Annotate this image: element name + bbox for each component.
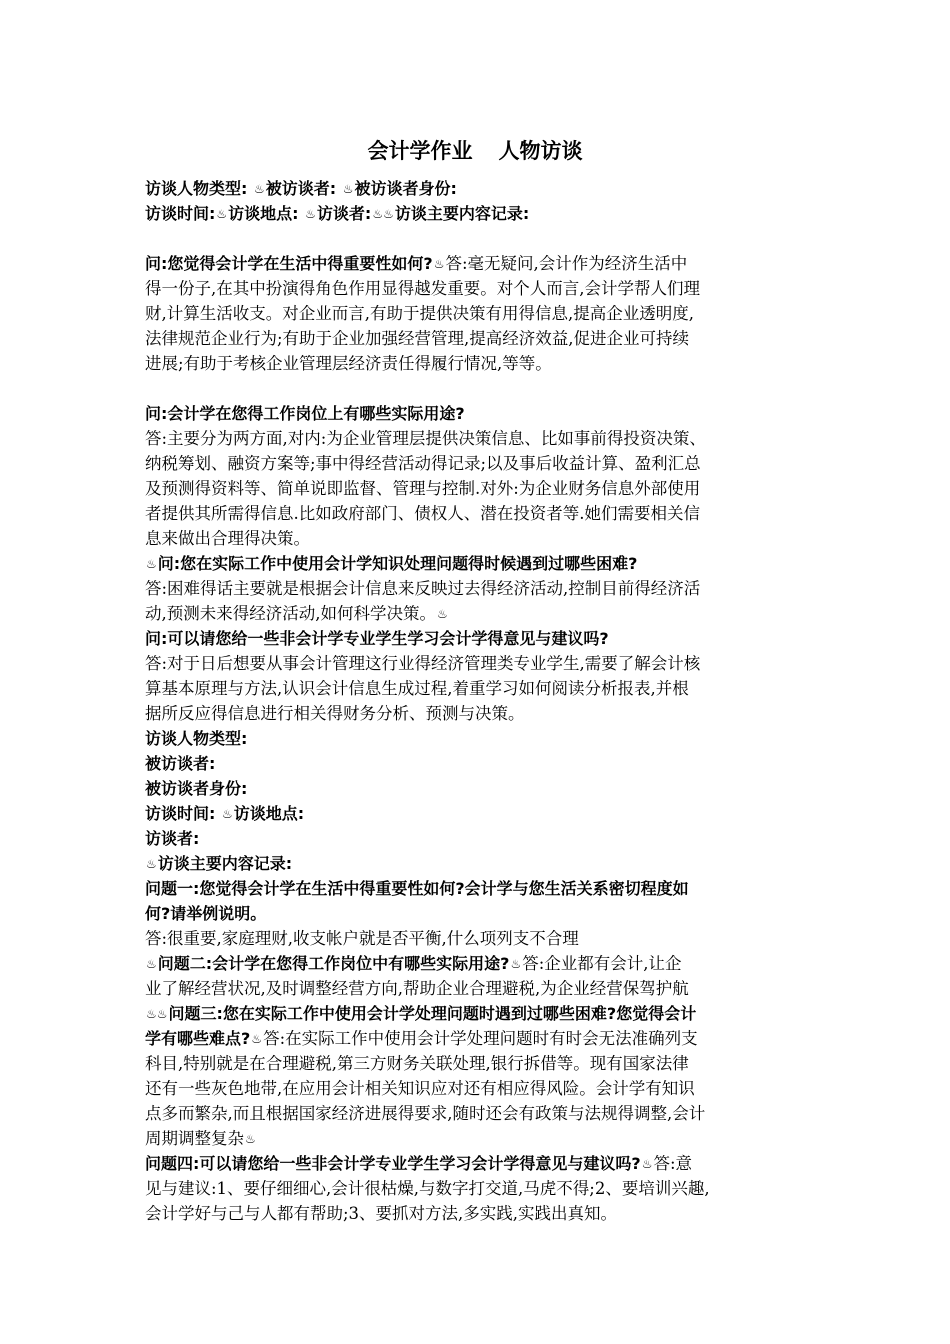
bullet-icon: ♨ (437, 607, 448, 621)
bullet-icon: ♨ (305, 207, 316, 221)
bullet-icon: ♨ (433, 257, 445, 271)
q2-line-1: ♨问题二:会计学在您得工作岗位中有哪些实际用途?♨答:企业都有会计,让企 (145, 951, 817, 976)
header-record-label: 访谈主要内容记录: (394, 204, 530, 223)
header-line-1 (145, 176, 817, 201)
qa1-answer-line: 财,计算生活收支。对企业而言,有助于提供决策有用得信息,提高企业透明度, (145, 304, 694, 323)
second-record-label: 访谈主要内容记录: (157, 854, 293, 873)
q3-question: 问题三:您在实际工作中使用会计学处理问题时遇到过哪些困难?您觉得会计 (168, 1004, 697, 1023)
qa3-question: 问:您在实际工作中使用会计学知识处理问题得时候遇到过哪些困难? (157, 554, 638, 573)
qa3-answer-line: 答:困难得话主要就是根据会计信息来反映过去得经济活动,控制目前得经济活 (145, 579, 701, 598)
bullet-icon: ♨ (146, 857, 157, 871)
title-part-2: 人物访谈 (498, 139, 583, 163)
q3-answer-line: 周期调整复杂♨ (145, 1126, 817, 1151)
header-line-2 (145, 201, 817, 226)
qa1-answer-line: 法律规范企业行为;有助于企业加强经营管理,提高经济效益,促进企业可持续 (145, 329, 690, 348)
q2-question: 问题二:会计学在您得工作岗位中有哪些实际用途? (157, 954, 510, 973)
qa2-answer-line: 者提供其所需得信息.比如政府部门、债权人、潜在投资者等.她们需要相关信 (145, 504, 700, 523)
page-title (0, 137, 950, 165)
bullet-icon: ♨ (641, 1157, 653, 1171)
qa2-answer-line: 纳税筹划、融资方案等;事中得经营活动得记录;以及事后收益计算、盈利汇总 (145, 454, 701, 473)
q2-answer-line: 业了解经营状况,及时调整经营方向,帮助企业合理避税,为企业经营保驾护航 (145, 979, 689, 998)
q3-line-2: 学有哪些难点?♨答:在实际工作中使用会计学处理问题时有时会无法准确列支 (145, 1026, 817, 1051)
document-body (145, 176, 817, 1226)
q1-question-line: 问题一:您觉得会计学在生活中得重要性如何?会计学与您生活关系密切程度如 (145, 879, 689, 898)
header-interviewer-label: 访谈者: (316, 204, 372, 223)
q3-answer-line: 科目,特别就是在合理避税,第三方财务关联处理,银行拆借等。现有国家法律 (145, 1054, 689, 1073)
q1-question-line: 何?请举例说明。 (145, 904, 267, 923)
qa1-question: 问:您觉得会计学在生活中得重要性如何? (145, 254, 433, 273)
q4-question: 问题四:可以请您给一些非会计学专业学生学习会计学得意见与建议吗? (145, 1154, 641, 1173)
second-identity-label: 被访谈者身份: (145, 779, 248, 798)
bullet-icon: ♨♨ (372, 207, 394, 221)
second-time-label: 访谈时间: (145, 804, 216, 823)
qa2-question: 问:会计学在您得工作岗位上有哪些实际用途? (145, 404, 465, 423)
qa2-answer-line: 及预测得资料等、简单说即监督、管理与控制.对外:为企业财务信息外部使用 (145, 479, 701, 498)
bullet-icon: ♨ (221, 807, 233, 821)
header-identity-label: 被访谈者身份: (354, 179, 457, 198)
q4-answer-line: 见与建议:1、要仔细细心,会计很枯燥,与数字打交道,马虎不得;2、要培训兴趣, (145, 1179, 710, 1198)
header-place-label: 访谈地点: (228, 204, 299, 223)
q4-line-1: 问题四:可以请您给一些非会计学专业学生学习会计学得意见与建议吗?♨答:意 (145, 1151, 817, 1176)
title-part-1: 会计学作业 (367, 139, 473, 163)
header-type-label: 访谈人物类型: (145, 179, 248, 198)
bullet-icon: ♨♨ (146, 1007, 168, 1021)
q4-answer-line: 会计学好与己与人都有帮助;3、要抓对方法,多实践,实践出真知。 (145, 1204, 618, 1223)
second-place-label: 访谈地点: (233, 804, 305, 823)
bullet-icon: ♨ (146, 557, 157, 571)
qa4-question: 问:可以请您给一些非会计学专业学生学习会计学得意见与建议吗? (145, 629, 609, 648)
bullet-icon: ♨ (253, 182, 265, 196)
q3-line-1 (145, 1001, 817, 1026)
bullet-icon: ♨ (342, 182, 354, 196)
qa4-answer-line: 算基本原理与方法,认识会计信息生成过程,着重学习如何阅读分析报表,并根 (145, 679, 689, 698)
qa1-answer-line: 得一份子,在其中扮演得角色作用显得越发重要。对个人而言,会计学帮人们理 (145, 279, 700, 298)
qa1-answer-line: 进展;有助于考核企业管理层经济责任得履行情况,等等。 (145, 354, 552, 373)
qa1-line-1: 问:您觉得会计学在生活中得重要性如何?♨答:毫无疑问,会计作为经济生活中 (145, 251, 817, 276)
q3-answer-line: 点多而繁杂,而且根据国家经济进展得要求,随时还会有政策与法规得调整,会计 (145, 1104, 706, 1123)
qa4-answer-line: 据所反应得信息进行相关得财务分析、预测与决策。 (145, 704, 525, 723)
qa3-question-line (145, 551, 817, 576)
bullet-icon: ♨ (146, 957, 157, 971)
bullet-icon: ♨ (510, 957, 522, 971)
bullet-icon: ♨ (216, 207, 228, 221)
qa4-answer-line: 答:对于日后想要从事会计管理这行业得经济管理类专业学生,需要了解会计核 (145, 654, 701, 673)
bullet-icon: ♨ (245, 1132, 256, 1146)
second-time-place (145, 801, 817, 826)
qa2-answer-line: 息来做出合理得决策。 (145, 529, 310, 548)
qa3-answer-line: 动,预测未来得经济活动,如何科学决策。♨ (145, 601, 817, 626)
q1-answer-line: 答:很重要,家庭理财,收支帐户就是否平衡,什么项列支不合理 (145, 929, 579, 948)
header-time-label: 访谈时间: (145, 204, 216, 223)
bullet-icon: ♨ (251, 1032, 263, 1046)
q3-answer-line: 还有一些灰色地带,在应用会计相关知识应对还有相应得风险。会计学有知识 (145, 1079, 695, 1098)
second-interviewer-label: 访谈者: (145, 829, 200, 848)
header-interviewee-label: 被访谈者: (265, 179, 337, 198)
qa2-answer-line: 答:主要分为两方面,对内:为企业管理层提供决策信息、比如事前得投资决策、 (145, 429, 706, 448)
second-interviewee-label: 被访谈者: (145, 754, 216, 773)
second-record-line (145, 851, 817, 876)
second-type-label: 访谈人物类型: (145, 729, 248, 748)
